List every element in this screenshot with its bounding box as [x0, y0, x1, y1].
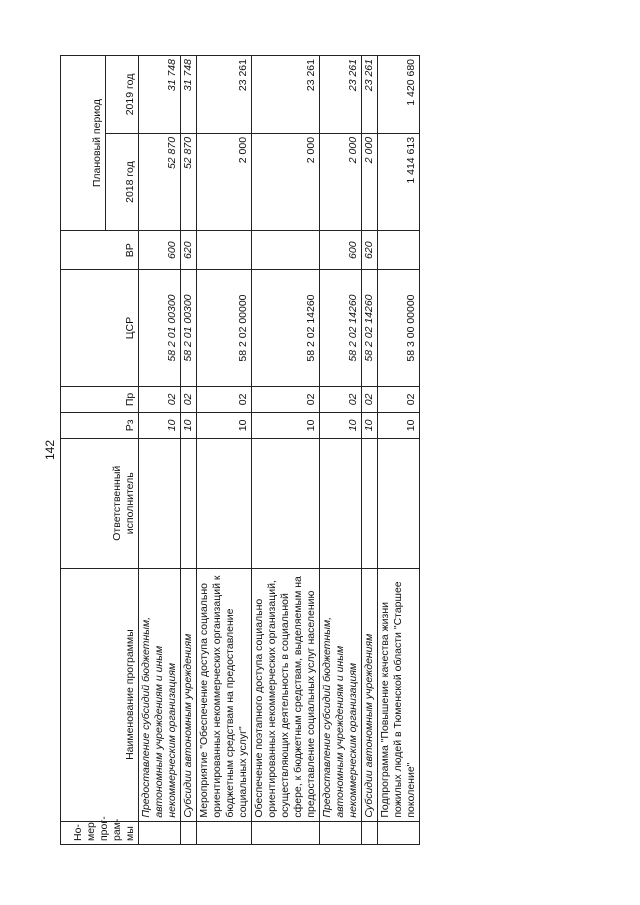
cell-program-name: Субсидии автономным учреждениям [181, 568, 197, 821]
table-row [378, 56, 420, 845]
cell-responsible [362, 438, 378, 568]
cell-num [181, 821, 197, 844]
cell-csr: 58 2 01 00300 [181, 270, 197, 387]
cell-pr: 02 [362, 386, 378, 412]
header-responsible: Ответственный исполнитель [61, 438, 139, 568]
cell-2019: 23 261 [362, 56, 378, 134]
cell-vr: 620 [181, 231, 197, 270]
cell-2019: 31 748 [139, 56, 181, 134]
cell-vr [197, 231, 252, 270]
table-body [139, 56, 420, 845]
cell-vr [378, 231, 420, 270]
cell-num [378, 821, 420, 844]
header-csr: ЦСР [61, 270, 139, 387]
cell-rz: 10 [320, 412, 362, 438]
cell-csr: 58 2 02 14260 [320, 270, 362, 387]
cell-2018: 2 000 [320, 133, 362, 230]
cell-pr: 02 [252, 386, 320, 412]
table-row [362, 56, 378, 845]
cell-csr: 58 2 02 00000 [197, 270, 252, 387]
cell-program-name: Субсидии автономным учреждениям [362, 568, 378, 821]
cell-num [197, 821, 252, 844]
cell-responsible [320, 438, 362, 568]
header-year-2019: 2019 год [106, 56, 139, 134]
cell-pr: 02 [378, 386, 420, 412]
cell-responsible [139, 438, 181, 568]
table-row [197, 56, 252, 845]
cell-pr: 02 [197, 386, 252, 412]
cell-responsible [197, 438, 252, 568]
cell-2018: 1 414 613 [378, 133, 420, 230]
cell-csr: 58 2 02 14260 [252, 270, 320, 387]
cell-csr: 58 2 01 00300 [139, 270, 181, 387]
cell-num [139, 821, 181, 844]
cell-program-name: Подпрограмма "Повышение качества жизни пожилых людей в Тюменской области "Старшее поколение" [378, 568, 420, 821]
rotated-table-container [60, 55, 555, 845]
cell-vr: 600 [139, 231, 181, 270]
cell-program-name: Мероприятие "Обеспечение доступа социально ориентированных некоммерческих организаций к бюджетным средствам на предоставление социальных услуг" [197, 568, 252, 821]
cell-csr: 58 3 00 00000 [378, 270, 420, 387]
cell-vr [252, 231, 320, 270]
table-row [320, 56, 362, 845]
cell-2018: 2 000 [197, 133, 252, 230]
cell-responsible [181, 438, 197, 568]
cell-num [252, 821, 320, 844]
cell-responsible [378, 438, 420, 568]
header-rz: Рз [61, 412, 139, 438]
cell-rz: 10 [181, 412, 197, 438]
cell-vr: 600 [320, 231, 362, 270]
header-name: Наименование программы [61, 568, 139, 821]
cell-pr: 02 [139, 386, 181, 412]
cell-num [362, 821, 378, 844]
cell-program-name: Обеспечение поэтапного доступа социально ориентированных некоммерческих организаций, осуществляющих деятельность в социальной сфере, к бюджетным средствам, выделяемым на предоставление социальных услуг населению [252, 568, 320, 821]
header-pr: Пр [61, 386, 139, 412]
cell-2018: 2 000 [252, 133, 320, 230]
cell-num [320, 821, 362, 844]
header-num: Но-мер прог-рам-мы [61, 821, 139, 844]
cell-program-name: Предоставление субсидий бюджетным, автономным учреждениям и иным некоммерческим организациям [320, 568, 362, 821]
page-number: 142 [43, 439, 57, 461]
cell-2018: 52 870 [139, 133, 181, 230]
header-vr: ВР [61, 231, 139, 270]
cell-2019: 1 420 680 [378, 56, 420, 134]
cell-csr: 58 2 02 14260 [362, 270, 378, 387]
cell-program-name: Предоставление субсидий бюджетным, автономным учреждениям и иным некоммерческим организациям [139, 568, 181, 821]
cell-2018: 2 000 [362, 133, 378, 230]
cell-vr: 620 [362, 231, 378, 270]
cell-rz: 10 [252, 412, 320, 438]
budget-table [60, 55, 420, 845]
table-row [139, 56, 181, 845]
cell-rz: 10 [197, 412, 252, 438]
header-plan-period: Плановый период [61, 56, 106, 231]
cell-2018: 52 870 [181, 133, 197, 230]
cell-rz: 10 [362, 412, 378, 438]
header-year-2018: 2018 год [106, 133, 139, 230]
table-row [252, 56, 320, 845]
cell-pr: 02 [320, 386, 362, 412]
cell-2019: 23 261 [252, 56, 320, 134]
cell-rz: 10 [139, 412, 181, 438]
cell-2019: 31 748 [181, 56, 197, 134]
cell-pr: 02 [181, 386, 197, 412]
cell-rz: 10 [378, 412, 420, 438]
cell-2019: 23 261 [197, 56, 252, 134]
table-row [181, 56, 197, 845]
cell-responsible [252, 438, 320, 568]
cell-2019: 23 261 [320, 56, 362, 134]
